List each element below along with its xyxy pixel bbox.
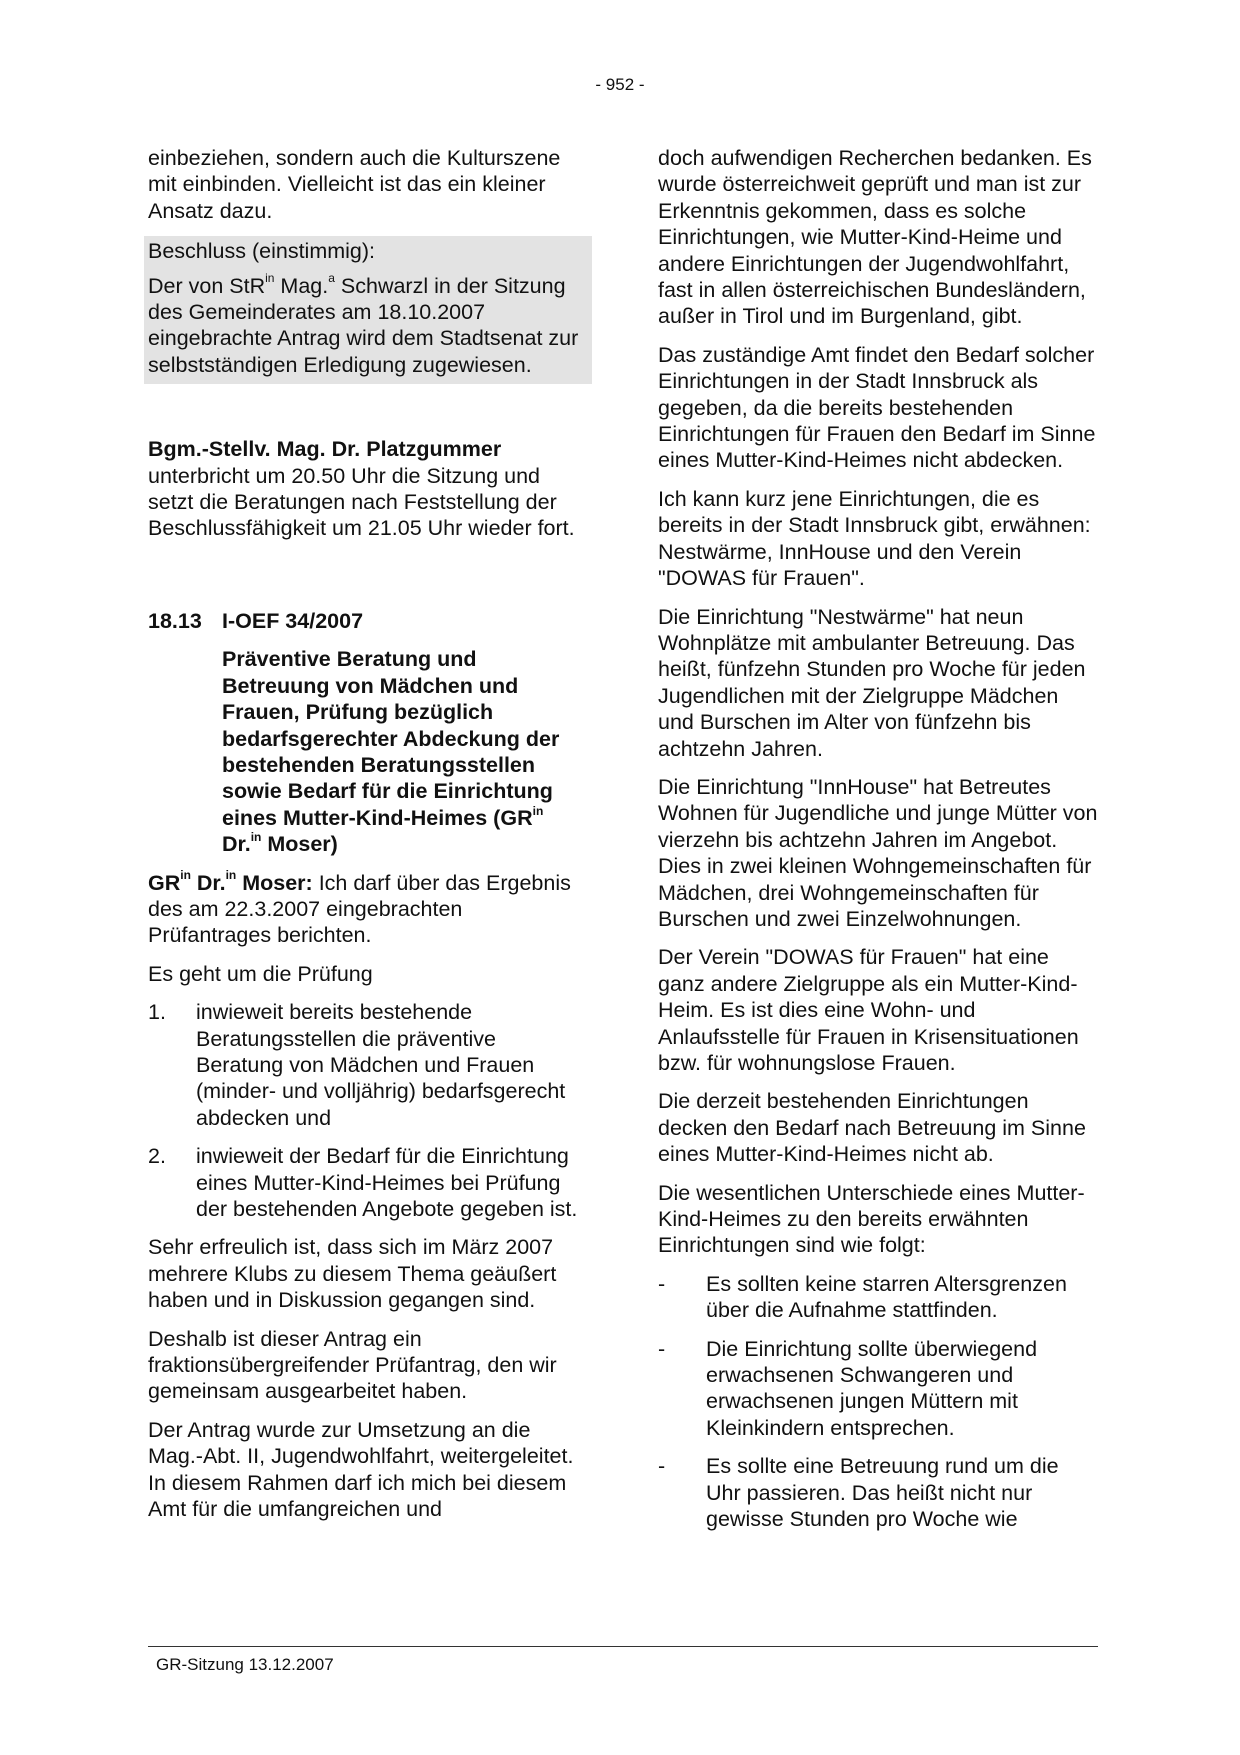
agenda-number: 18.13 <box>148 608 202 633</box>
list-item <box>658 1336 1098 1442</box>
list-item <box>658 1453 1098 1532</box>
speaker-paragraph: $GR^{in}$ Dr.$^{in}$ Moser: Ich darf über das Ergebnis des am 22.3.2007 eingebrachten Prüfantrages berichten. <box>148 868 571 948</box>
list-item <box>148 1143 588 1222</box>
agenda-code: I-OEF 34/2007 <box>222 608 364 633</box>
paragraph: Es geht um die Prüfung <box>148 961 373 986</box>
paragraph: Der Verein "DOWAS für Frauen" hat eine ganz andere Zielgruppe als ein Mutter-Kind-Heim. Es ist dies eine Wohn- und Anlaufsstelle für Frauen in Krisensituationen bzw. für wohnungslose Frauen. <box>658 945 1079 1075</box>
resolution-label: Beschluss (einstimmig): <box>148 239 375 264</box>
paragraph: Das zuständige Amt findet den Bedarf solcher Einrichtungen in der Stadt Innsbruck als gegeben, da die bereits bestehenden Einrichtungen für Frauen den Bedarf im Sinne eines Mutter-Kind-Heimes nicht abdecken. <box>658 342 1096 473</box>
list-text: inwieweit der Bedarf für die Einrichtung eines Mutter-Kind-Heimes bei Prüfung der bestehenden Angebote gegeben ist. <box>196 1144 578 1221</box>
list-marker: - <box>658 1271 666 1296</box>
list-marker: - <box>658 1336 666 1361</box>
paragraph: Sehr erfreulich ist, dass sich im März 2007 mehrere Klubs zu diesem Thema geäußert haben und in Diskussion gegangen sind. <box>148 1235 557 1313</box>
paragraph: Die derzeit bestehenden Einrichtungen decken den Bedarf nach Betreuung im Sinne eines Mutter-Kind-Heimes nicht ab. <box>658 1089 1086 1167</box>
list-item <box>658 1271 1098 1324</box>
list-text: Die Einrichtung sollte überwiegend erwachsenen Schwangeren und erwachsenen jungen Müttern mit Kleinkindern entsprechen. <box>706 1336 1038 1440</box>
paragraph: Die wesentlichen Unterschiede eines Mutter-Kind-Heimes zu den bereits erwähnten Einrichtungen sind wie folgt: <box>658 1180 1085 1258</box>
list-marker: 2. <box>148 1144 166 1169</box>
bullet-list <box>658 1271 1098 1533</box>
list-item <box>148 999 588 1131</box>
paragraph: einbeziehen, sondern auch die Kulturszene mit einbinden. Vielleicht ist das ein kleiner Ansatz dazu. <box>148 146 561 223</box>
page-number: - 952 - <box>595 75 645 94</box>
resolution-box <box>144 236 592 384</box>
speaker-paragraph: Bgm.-Stellv. Mag. Dr. Platzgummer unterbricht um 20.50 Uhr die Sitzung und setzt die Beratungen nach Feststellung der Beschlussfähigkeit um 21.05 Uhr wieder fort. <box>148 437 575 541</box>
agenda-heading <box>148 608 588 634</box>
list-text: Es sollte eine Betreuung rund um die Uhr passieren. Das heißt nicht nur gewisse Stunden pro Woche wie <box>706 1454 1059 1532</box>
paragraph: doch aufwendigen Recherchen bedanken. Es wurde österreichweit geprüft und man ist zur Erkenntnis gekommen, dass es solche Einrichtungen, wie Mutter-Kind-Heime und andere Einrichtungen der Jugendwohlfahrt, fast in allen österreichischen Bundesländern, außer in Tirol und im Burgenland, gibt. <box>658 146 1092 329</box>
footer-text: GR-Sitzung 13.12.2007 <box>156 1655 334 1674</box>
speaker-name: $GR^{in}$ Dr.$^{in}$ Moser: <box>148 868 313 895</box>
list-text: inwieweit bereits bestehende Beratungsstellen die präventive Beratung von Mädchen und Frauen (minder- und volljährig) bedarfsgerecht abdecken und <box>196 1000 566 1130</box>
list-text: Es sollten keine starren Altersgrenzen über die Aufnahme stattfinden. <box>706 1271 1067 1323</box>
numbered-list <box>148 999 588 1222</box>
paragraph: Der Antrag wurde zur Umsetzung an die Mag.-Abt. II, Jugendwohlfahrt, weitergeleitet. In diesem Rahmen darf ich mich bei diesem Amt für die umfangreichen und <box>148 1417 574 1522</box>
paragraph: Die Einrichtung "Nestwärme" hat neun Wohnplätze mit ambulanter Betreuung. Das heißt, fünfzehn Stunden pro Woche für jeden Jugendlichen mit der Zielgruppe Mädchen und Burschen im Alter von fünfzehn bis achtzehn Jahren. <box>658 604 1086 761</box>
right-column <box>658 145 1098 1545</box>
list-marker: - <box>658 1454 666 1479</box>
agenda-title: Präventive Beratung und Betreuung von Mädchen und Frauen, Prüfung bezüglich bedarfsgerechter Abdeckung der bestehenden Beratungsstellen sowie Bedarf für die Einrichtung eines Mutter-Kind-Heimes ($GR^{in}$ Dr.$^{in}$ Moser) <box>222 647 560 857</box>
paragraph: Deshalb ist dieser Antrag ein fraktionsübergreifender Prüfantrag, den wir gemeinsam ausgearbeitet haben. <box>148 1326 557 1404</box>
paragraph: Die Einrichtung "InnHouse" hat Betreutes Wohnen für Jugendliche und junge Mütter von vierzehn bis achtzehn Jahren im Angebot. Dies in zwei kleinen Wohngemeinschaften für Mädchen, drei Wohngemeinschaften für Burschen und zwei Einzelwohnungen. <box>658 774 1098 931</box>
speaker-name: Bgm.-Stellv. Mag. Dr. Platzgummer <box>148 437 502 462</box>
left-column <box>148 145 588 1534</box>
paragraph: Ich kann kurz jene Einrichtungen, die es bereits in der Stadt Innsbruck gibt, erwähnen: Nestwärme, InnHouse und den Verein "DOWAS für Frauen". <box>658 486 1091 591</box>
resolution-text: Der von StR$^{in}$ Mag.$^a$ Schwarzl in der Sitzung des Gemeinderates am 18.10.2007 eingebrachte Antrag wird dem Stadtsenat zur selbstständigen Erledigung zugewiesen. <box>148 271 579 377</box>
footer-divider <box>148 1646 1098 1647</box>
list-marker: 1. <box>148 1000 166 1025</box>
